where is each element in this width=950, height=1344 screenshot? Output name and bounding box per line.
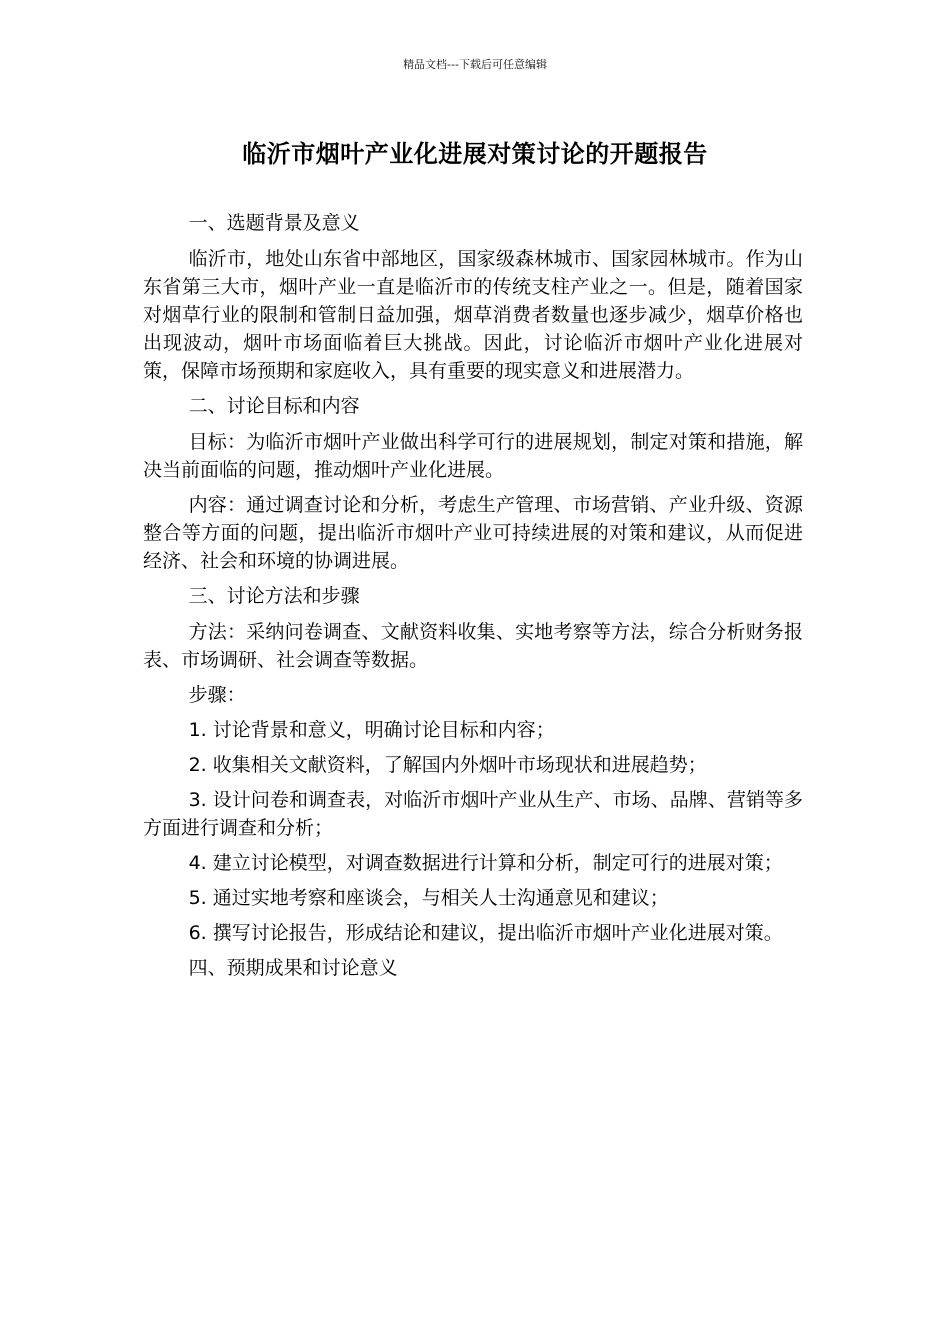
header-note: 精品文档---下载后可任意编辑 xyxy=(403,58,547,71)
paragraph-content: 内容：通过调查讨论和分析，考虑生产管理、市场营销、产业升级、资源整合等方面的问题，提出临沂市烟叶产业可持续进展的对策和建议，从而促进经济、社会和环境的协调进展。 xyxy=(143,494,803,572)
paragraph-steps-label: 步骤： xyxy=(188,684,246,706)
step-item-3: 3. 设计问卷和调查表，对临沂市烟叶产业从生产、市场、品牌、营销等多方面进行调查和分析； xyxy=(143,789,803,839)
step-item-2: 2. 收集相关文献资料，了解国内外烟叶市场现状和进展趋势； xyxy=(188,754,707,776)
section-heading-1: 一、选题背景及意义 xyxy=(188,212,360,234)
document-body xyxy=(143,209,803,990)
step-item-1: 1. 讨论背景和意义，明确讨论目标和内容； xyxy=(188,719,555,741)
document-title: 临沂市烟叶产业化进展对策讨论的开题报告 xyxy=(242,140,708,168)
section-heading-2: 二、讨论目标和内容 xyxy=(188,395,360,417)
section-heading-4: 四、预期成果和讨论意义 xyxy=(188,957,398,979)
paragraph-background: 临沂市，地处山东省中部地区，国家级森林城市、国家园林城市。作为山东省第三大市，烟叶产业一直是临沂市的传统支柱产业之一。但是，随着国家对烟草行业的限制和管制日益加强，烟草消费者数量也逐步减少，烟草价格也出现波动，烟叶市场面临着巨大挑战。因此，讨论临沂市烟叶产业化进展对策，保障市场预期和家庭收入，具有重要的现实意义和进展潜力。 xyxy=(143,248,803,382)
step-item-4: 4. 建立讨论模型，对调查数据进行计算和分析，制定可行的进展对策； xyxy=(188,852,783,874)
step-item-5: 5. 通过实地考察和座谈会，与相关人士沟通意见和建议； xyxy=(188,887,669,909)
paragraph-method: 方法：采纳问卷调查、文献资料收集、实地考察等方法，综合分析财务报表、市场调研、社会调查等数据。 xyxy=(143,621,803,671)
paragraph-goal: 目标：为临沂市烟叶产业做出科学可行的进展规划，制定对策和措施，解决当前面临的问题，推动烟叶产业化进展。 xyxy=(143,431,803,481)
section-heading-3: 三、讨论方法和步骤 xyxy=(188,585,360,607)
step-item-6: 6. 撰写讨论报告，形成结论和建议，提出临沂市烟叶产业化进展对策。 xyxy=(188,922,783,944)
